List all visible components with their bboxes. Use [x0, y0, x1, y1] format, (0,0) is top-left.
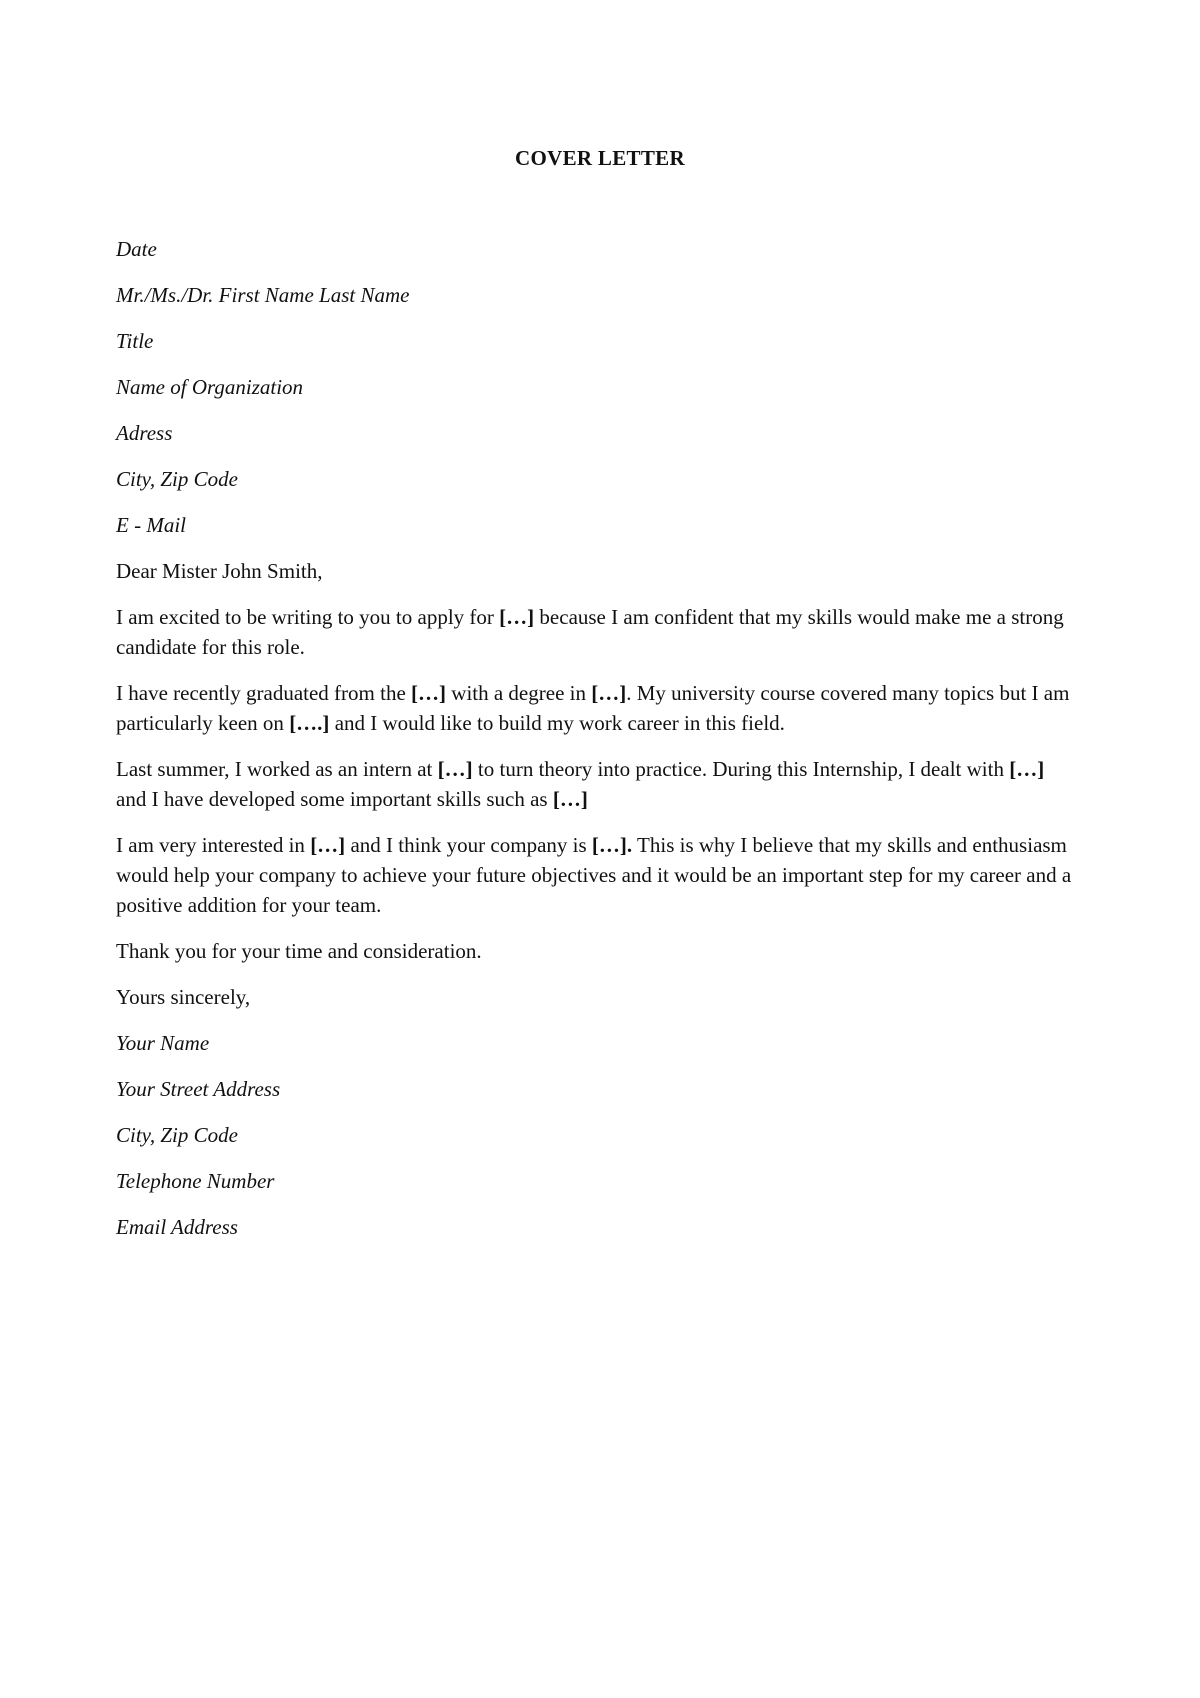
sender-street: Your Street Address [116, 1077, 281, 1101]
sender-phone: Telephone Number [116, 1169, 275, 1193]
paragraph-1-text-c: because I am confident that my skills would make me a strong candidate for this role. [116, 605, 1064, 659]
recipient-organization: Name of Organization [116, 375, 304, 399]
recipient-date: Date [116, 237, 157, 261]
placeholder: […] [552, 787, 588, 811]
recipient-email: E - Mail [116, 513, 186, 537]
recipient-name: Mr./Ms./Dr. First Name Last Name [116, 283, 410, 307]
placeholder: […] [411, 681, 447, 705]
paragraph-4-text-a: I am very interested in [116, 833, 311, 857]
paragraph-3-text-c: to turn theory into practice. During this Internship, I dealt with [472, 757, 1010, 781]
paragraph-3-text-a: Last summer, I worked as an intern at [116, 757, 438, 781]
paragraph-2-text-a: I have recently graduated from the [116, 681, 412, 705]
placeholder: […] [1009, 757, 1045, 781]
paragraph-2 [116, 678, 1076, 738]
placeholder: [….] [289, 711, 330, 735]
paragraph-1 [116, 602, 1076, 662]
placeholder: […] [437, 757, 473, 781]
sender-email: Email Address [116, 1215, 238, 1239]
sender-city-zip: City, Zip Code [116, 1123, 238, 1147]
placeholder: […]. [591, 833, 633, 857]
closing-line: Yours sincerely, [116, 985, 251, 1009]
placeholder: […] [591, 681, 627, 705]
placeholder: […] [499, 605, 535, 629]
greeting: Dear Mister John Smith, [116, 559, 323, 583]
document-title: COVER LETTER [515, 146, 685, 170]
thanks-line: Thank you for your time and consideration. [116, 939, 482, 963]
paragraph-4 [116, 830, 1076, 920]
sender-name: Your Name [116, 1031, 210, 1055]
paragraph-2-text-g: and I would like to build my work career in this field. [329, 711, 785, 735]
letter-body [116, 234, 1076, 1258]
paragraph-2-text-c: with a degree in [446, 681, 592, 705]
placeholder: […] [310, 833, 346, 857]
recipient-title: Title [116, 329, 154, 353]
paragraph-1-text-a: I am excited to be writing to you to apply for [116, 605, 500, 629]
paragraph-4-text-c: and I think your company is [345, 833, 592, 857]
paragraph-4-text-e: This is why I believe that my skills and enthusiasm would help your company to achieve your future objectives and it would be an important step for my career and a positive addition for your team. [116, 833, 1072, 917]
recipient-address: Adress [116, 421, 173, 445]
paragraph-3 [116, 754, 1076, 814]
paragraph-2-text-e: . My university course covered many topics but I am particularly keen on [116, 681, 1070, 735]
recipient-city-zip: City, Zip Code [116, 467, 238, 491]
paragraph-3-text-e: and I have developed some important skills such as [116, 787, 553, 811]
